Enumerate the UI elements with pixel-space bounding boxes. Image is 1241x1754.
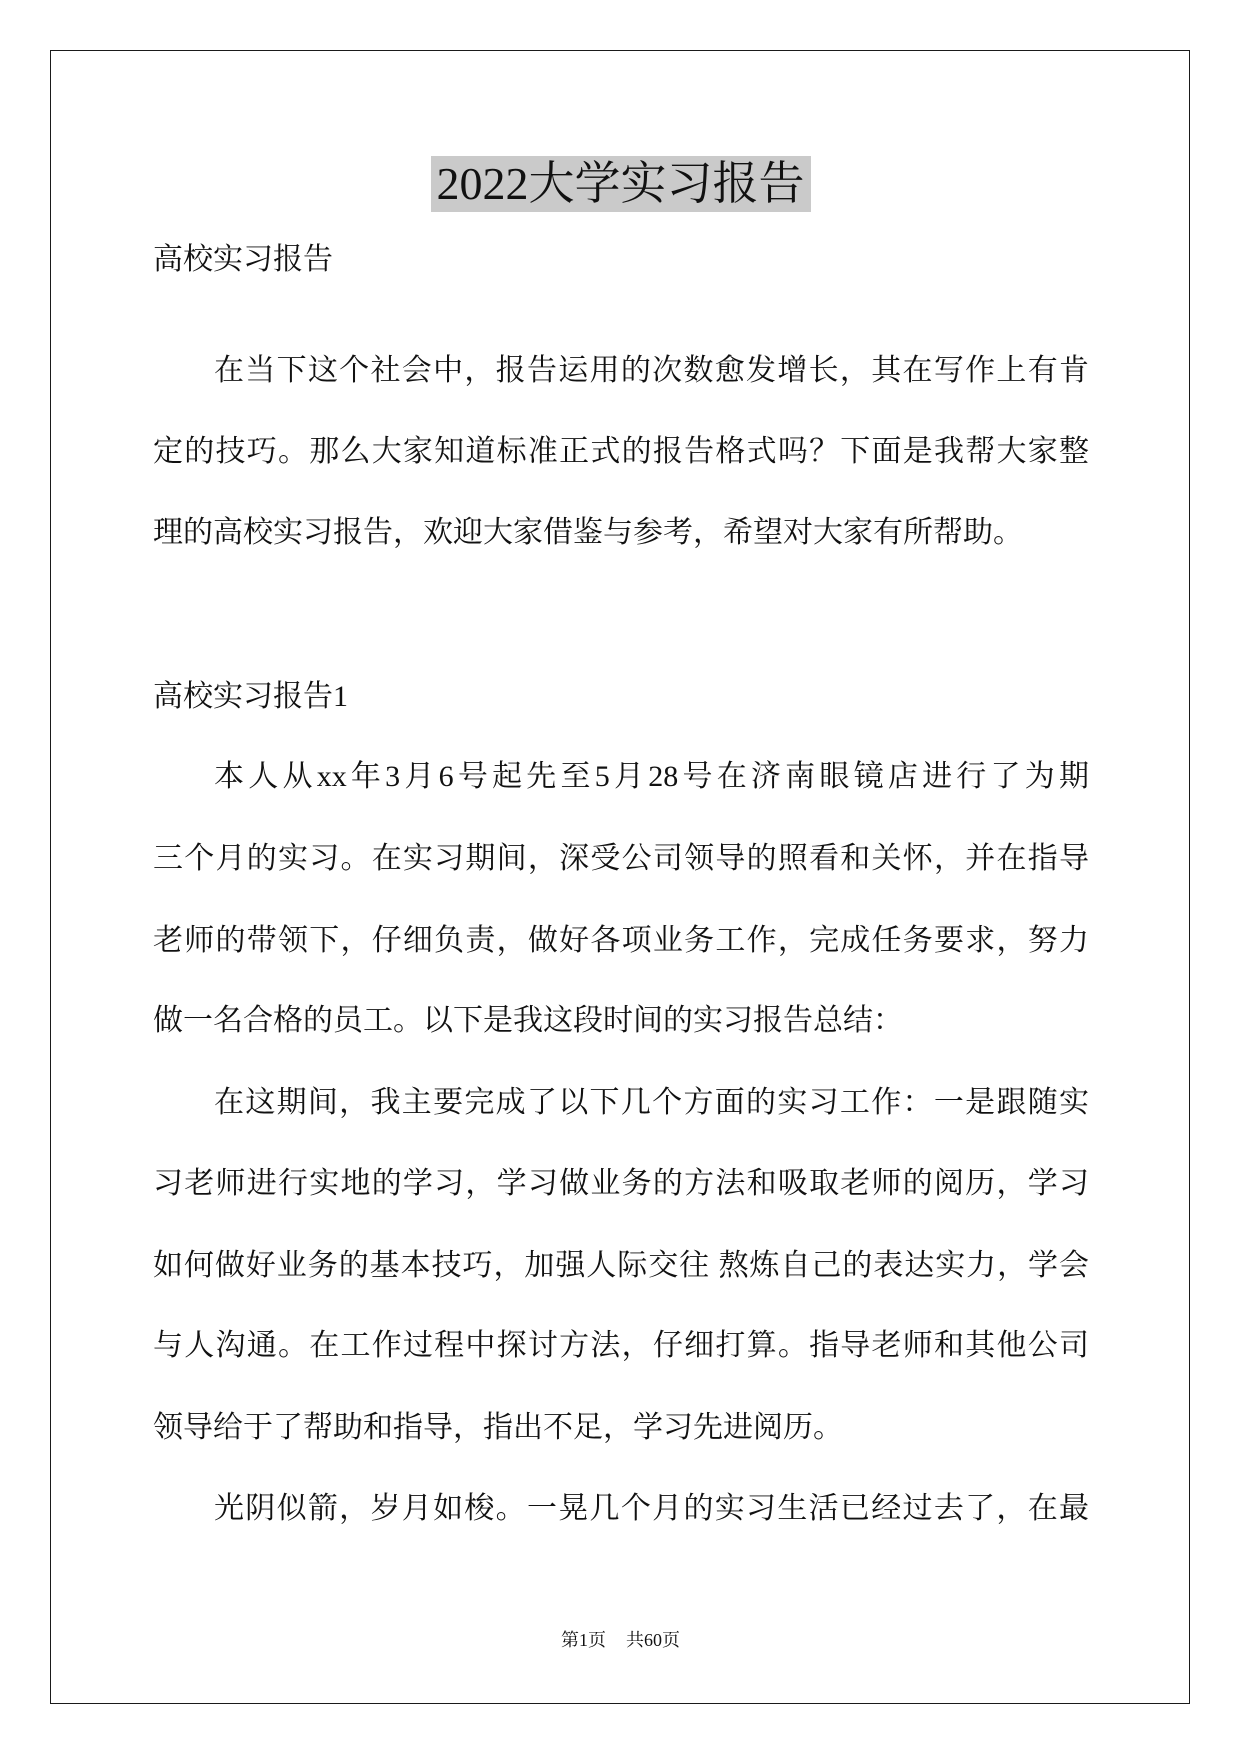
intro-line: 在当下这个社会中，报告运用的次数愈发增长，其在写作上有肯: [214, 354, 1089, 387]
section-heading: 高校实习报告1: [153, 680, 348, 713]
intro-line: 理的高校实习报告，欢迎大家借鉴与参考，希望对大家有所帮助。: [153, 516, 1023, 549]
paragraph-line: 本人从xx年3月6号起先至5月28号在济南眼镜店进行了为期: [214, 760, 1089, 793]
paragraph-line: 在这期间，我主要完成了以下几个方面的实习工作：一是跟随实: [214, 1086, 1089, 1119]
title-row: [0, 156, 1241, 212]
paragraph-line: 光阴似箭，岁月如梭。一晃几个月的实习生活已经过去了，在最: [214, 1492, 1089, 1525]
paragraph-line: 习老师进行实地的学习，学习做业务的方法和吸取老师的阅历，学习: [153, 1167, 1089, 1200]
paragraph-line: 与人沟通。在工作过程中探讨方法，仔细打算。指导老师和其他公司: [153, 1329, 1089, 1362]
paragraph-line: 如何做好业务的基本技巧，加强人际交往 熬炼自己的表达实力，学会: [153, 1249, 1089, 1282]
page-footer: [0, 1628, 1241, 1652]
page-total: 共60页: [626, 1630, 680, 1650]
paragraph-line: 做一名合格的员工。以下是我这段时间的实习报告总结：: [153, 1004, 903, 1037]
paragraph-line: 三个月的实习。在实习期间，深受公司领导的照看和关怀，并在指导: [153, 842, 1089, 875]
paragraph-line: 领导给于了帮助和指导，指出不足，学习先进阅历。: [153, 1411, 843, 1444]
main-heading: 高校实习报告: [153, 243, 333, 276]
paragraph-line: 老师的带领下，仔细负责，做好各项业务工作，完成任务要求，努力: [153, 924, 1089, 957]
page-number: 第1页: [561, 1630, 606, 1650]
document-title: 2022大学实习报告: [431, 156, 811, 212]
intro-line: 定的技巧。那么大家知道标准正式的报告格式吗？下面是我帮大家整: [153, 435, 1089, 468]
